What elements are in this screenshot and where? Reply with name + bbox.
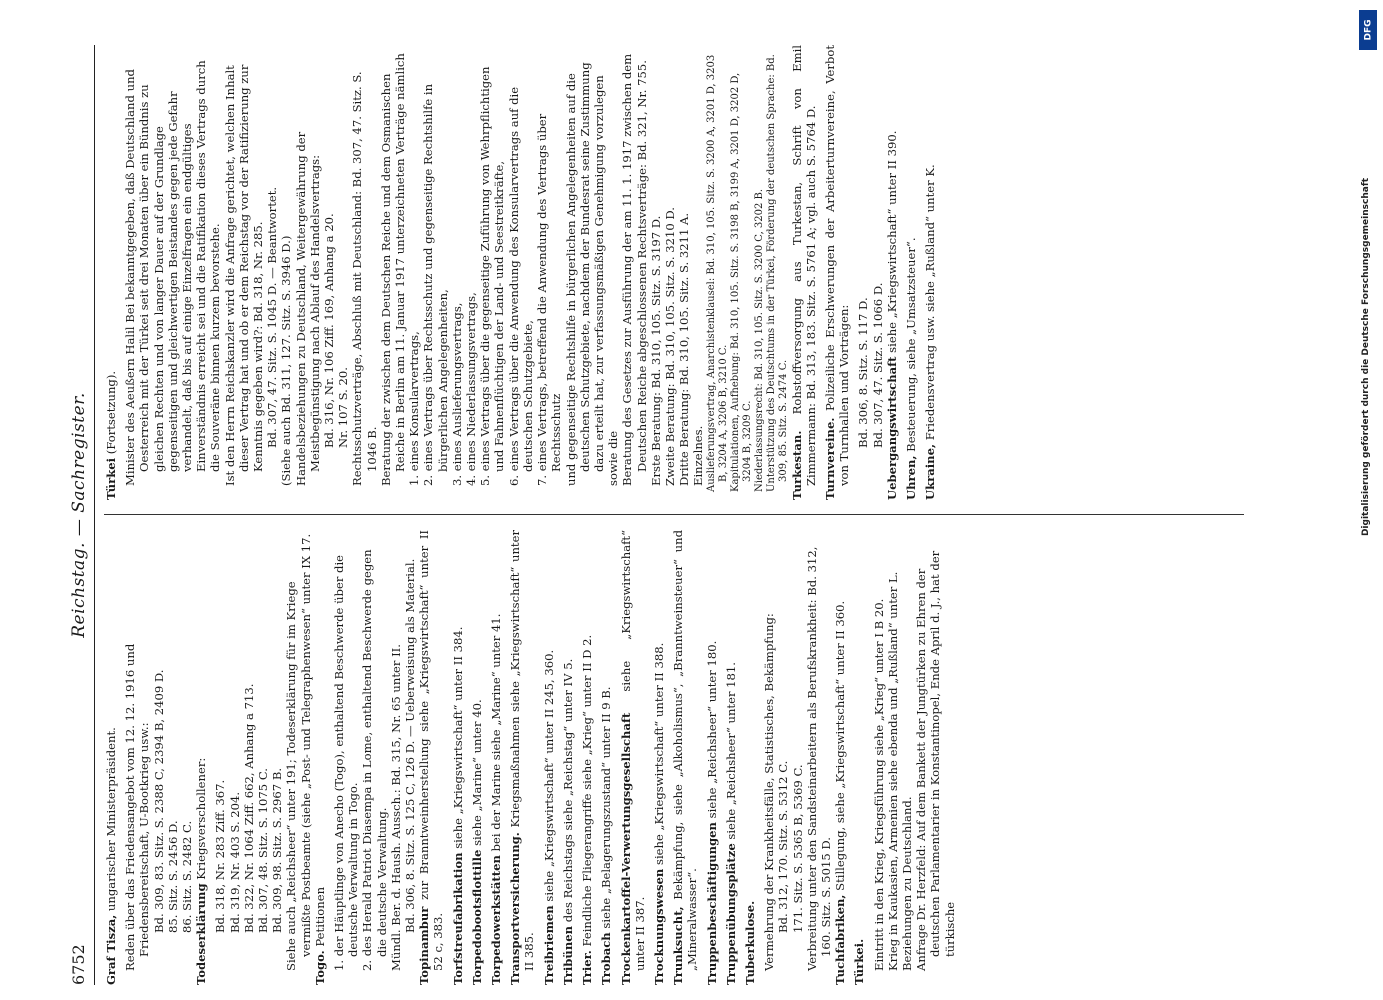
entry-keyword: Torfstreufabrikation	[450, 852, 465, 985]
register-subentry	[332, 530, 360, 985]
entry-keyword: Türkei.	[852, 938, 867, 985]
entry-text: Bd. 318, Nr. 283 Ziff. 367.	[213, 779, 228, 933]
entry-text: Petitionen	[312, 886, 327, 951]
entry-text: Besteuerung, siehe „Umsatzsteuer“.	[903, 237, 918, 456]
register-subentry	[606, 45, 620, 500]
register-subentry	[900, 530, 914, 985]
entry-text: 6. eines Vertrags über die Anwendung des Konsularvertrags auf die deutschen Schutzgebiete,	[506, 86, 535, 486]
entry-text: Dritte Beratung: Bd. 310, 105. Sitz. S. 3211 A.	[677, 212, 692, 486]
register-entry	[619, 530, 647, 985]
entry-text: 2. des Herald Patriot Diasempa in Lome, enthaltend Beschwerde gegen die deutsche Verwaltung.	[360, 549, 389, 971]
entry-keyword: Trier.	[580, 950, 595, 985]
register-entry	[104, 530, 118, 985]
entry-keyword: Truppenübungsplätze	[723, 843, 738, 985]
register-subentry	[791, 530, 805, 985]
entry-keyword: Uebergangswirtschaft	[884, 356, 899, 500]
register-subentry	[265, 45, 279, 500]
entry-text: Eintritt in den Krieg, Kriegsführung siehe „Krieg“ unter I B 20.	[871, 598, 886, 971]
register-subentry	[279, 45, 293, 500]
register-subentry	[223, 45, 266, 500]
entry-text: siehe „Belagerungszustand“ unter II 9 B.	[599, 686, 614, 933]
entry-keyword: Trunksucht,	[671, 906, 686, 985]
entry-text: sowie die	[606, 430, 621, 486]
running-title: Reichstag. — Sachregister.	[69, 392, 89, 638]
entry-text: siehe „Kriegswirtschaft“ unter II 387.	[618, 530, 647, 971]
entry-text: Rohstoffversorgung aus Turkestan, Schrift von Emil Zimmermann: Bd. 313, 183. Sitz. S. 5761 A; vgl. auch S. 5764 D.	[789, 45, 818, 486]
entry-text: Erste Beratung: Bd. 310, 105. Sitz. S. 3197 D.	[648, 215, 663, 486]
entry-text: Bd. 307, 48. Sitz. S. 1075 C.	[256, 768, 271, 933]
entry-text: Handelsbeziehungen zu Deutschland, Weitergewährung der Meistbegünstigung nach Ablauf des Handelsvertrags:	[293, 131, 322, 486]
register-entry	[561, 530, 575, 985]
register-subentry	[407, 45, 421, 500]
entry-keyword: Tribünen	[560, 925, 575, 985]
register-entry	[823, 45, 851, 500]
register-entry	[833, 530, 847, 985]
register-subentry	[379, 45, 407, 500]
entry-keyword: Ukraine,	[923, 443, 938, 500]
entry-text: Bd. 307, 47. Sitz. S. 1066 D.	[870, 282, 885, 448]
register-entry	[671, 530, 699, 985]
dfg-logo: DFG	[1359, 10, 1377, 50]
register-subentry	[649, 45, 663, 500]
entry-text: siehe „Kriegswirtschaft“ unter II 390.	[884, 130, 899, 357]
entry-text: (Siehe auch Bd. 311, 127. Sitz. S. 3946 D.)	[279, 235, 294, 486]
right-column	[104, 45, 942, 500]
entry-keyword: Transportversicherung.	[508, 832, 523, 985]
register-entry	[417, 530, 445, 985]
register-subentry	[123, 530, 151, 985]
entry-text: siehe „Marine“ unter 40.	[469, 699, 484, 850]
register-subentry	[284, 530, 312, 985]
register-entry	[470, 530, 484, 985]
entry-keyword: Torpedobootsflottille	[469, 849, 484, 985]
entry-text: Vermehrung der Krankheitsfälle, Statistisches, Bekämpfung:	[762, 613, 777, 971]
entry-keyword: Uhren,	[903, 455, 918, 500]
entry-text: 4. eines Niederlassungsvertrags,	[464, 292, 479, 486]
entry-text: Beratung des Gesetzes zur Ausführung der am 11. 1. 1917 zwischen dem Deutschen Reiche abgeschlossenen Rechtsverträge: Bd. 321, Nr. 755.	[620, 53, 649, 486]
register-subentry	[270, 530, 284, 985]
entry-keyword: Turnvereine.	[822, 417, 837, 500]
entry-text: Kriegsverschollener:	[194, 757, 209, 884]
register-entry	[743, 530, 757, 985]
entry-text: siehe „Kriegswirtschaft“ unter II 384.	[450, 626, 465, 853]
register-subentry	[663, 45, 677, 500]
register-subentry	[350, 45, 378, 500]
register-entry	[724, 530, 738, 985]
register-entry	[451, 530, 465, 985]
entry-text: Siehe auch „Reichsheer“ unter 191; Todeserklärung für im Kriege vermißte Postbeamte (siehe „Post- und Telegraphenwesen“ unter IX 17.	[284, 533, 313, 971]
page-header	[68, 45, 95, 985]
entry-text: Friedensvertrag usw. siehe „Rußland“ unter K.	[923, 164, 938, 444]
entry-text: siehe „Reichsheer“ unter 181.	[723, 662, 738, 844]
register-subentry	[856, 45, 870, 500]
entry-text: Einzelnes.	[691, 425, 706, 486]
entry-text: Kriegsmaßnahmen siehe „Kriegswirtschaft“ unter II 385.	[508, 530, 537, 971]
entry-text: Anfrage Dr. Herzfeld: Auf dem Bankett der Jungtürken zu Ehren der deutschen Parlamentarier in Konstantinopel, Ende April d. J., hat der türkische	[914, 550, 957, 971]
entry-text: 2. eines Vertrags über Rechtsschutz und gegenseitige Rechtshilfe in bürgerlichen Angelegenheiten,	[421, 83, 450, 486]
entry-keyword: Torpedowerkstätten	[489, 855, 504, 985]
entry-text: Auslieferungsvertrag, Anarchistenklausel: Bd. 310, 105. Sitz. S. 3200 A, 3201 D, 3203 B, 3204 A, 3206 B, 3210 C.	[705, 54, 729, 492]
register-subentry	[228, 530, 242, 985]
register-entry	[599, 530, 613, 985]
register-subentry	[123, 45, 222, 500]
register-subentry	[403, 530, 417, 985]
register-subentry	[152, 530, 166, 985]
entry-text: Bd. 319, Nr. 403 S. 204.	[227, 791, 242, 933]
entry-text: 7. eines Vertrags, betreffend die Anwendung des Vertrags über Rechtsschutz	[535, 113, 564, 486]
entry-text: 86. Sitz. S. 2482 C.	[180, 820, 195, 933]
register-entry	[705, 530, 719, 985]
entry-keyword: Trocknungswesen	[651, 868, 666, 985]
entry-keyword: Treibriemen	[541, 905, 556, 985]
register-subentry	[464, 45, 478, 500]
register-subentry	[242, 530, 256, 985]
register-subentry	[450, 45, 464, 500]
entry-text: 3. eines Auslieferungsvertrags,	[449, 302, 464, 486]
register-subentry	[691, 45, 705, 500]
register-subentry	[754, 45, 766, 500]
entry-keyword: Topinambur	[417, 906, 432, 985]
register-subentry	[762, 530, 776, 985]
entry-text: siehe „Kriegswirtschaft“ unter II 245, 360.	[541, 649, 556, 906]
column-divider	[104, 514, 1244, 515]
digitization-sidebar	[1358, 10, 1378, 970]
register-subentry	[706, 45, 730, 500]
entry-text: Bd. 309, 83. Sitz. S. 2388 C, 2394 B, 2409 D.	[151, 669, 166, 933]
register-entry	[652, 530, 666, 985]
register-subentry	[805, 530, 833, 985]
entry-text: ungarischer Ministerpräsident.	[104, 727, 118, 915]
entry-text: Reden über das Friedensangebot vom 12. 12. 1916 und Friedensbereitschaft, U-Bootkrieg usw.:	[123, 643, 152, 971]
entry-text: Niederlassungsrecht: Bd. 310, 105. Sitz. S. 3200 C, 3202 B.	[753, 188, 765, 492]
register-subentry	[620, 45, 648, 500]
register-page	[68, 45, 1338, 985]
entry-keyword: Todeserklärung	[194, 883, 209, 985]
register-subentry	[776, 530, 790, 985]
entry-text: und gegenseitige Rechtshilfe in bürgerlichen Angelegenheiten auf die deutschen Schutzgebiete, nachdem der Bundesrat seine Zustimmung dazu erteilt hat, zur verfassungsmäßigen Genehmigung vorzulegen	[563, 62, 606, 486]
entry-keyword: Trobach	[599, 932, 614, 985]
entry-text: Stillegung, siehe „Kriegswirtschaft“ unter II 360.	[833, 600, 848, 895]
register-subentry	[322, 45, 336, 500]
entry-text: Bd. 312, 170. Sitz. S. 5312 C.	[776, 760, 791, 933]
register-subentry	[914, 530, 957, 985]
register-entry	[923, 45, 937, 500]
register-subentry	[730, 45, 754, 500]
register-entry	[489, 530, 503, 985]
register-subentry	[336, 45, 350, 500]
entry-keyword: Türkei	[104, 457, 118, 500]
register-subentry	[886, 530, 900, 985]
register-subentry	[507, 45, 535, 500]
register-entry	[580, 530, 594, 985]
entry-text: Bd. 306, 8. Sitz. S. 117 D.	[856, 297, 871, 448]
register-subentry	[564, 45, 607, 500]
register-entry	[790, 45, 818, 500]
register-subentry	[256, 530, 270, 985]
funding-note: Digitalisierung gefördert durch die Deutsche Forschungsgemeinschaft	[1361, 177, 1371, 537]
register-subentry	[360, 530, 388, 985]
entry-text: Bekämpfung, siehe „Alkoholismus“, „Branntweinsteuer“ und „Mineralwasser“.	[671, 530, 700, 971]
entry-text: Bd. 316, Nr. 106 Ziff. 169, Anhang a 20.	[322, 213, 337, 448]
entry-keyword: Turkestan.	[789, 430, 804, 500]
entry-text: Minister des Aeußern Halil Bei bekanntgegeben, daß Deutschland und Oesterreich mit der Türkei seit drei Monaten über ein Bündnis zu gleichen Rechten und von langer Dauer auf der Grundlage gegenseitigen und gleichwertigen Beistandes gegen jede Gefahr verhandelt, daß bis auf einige Einzelfragen ein endgültiges Einverständnis erreicht sei und die Ratifikation dieses Vertrags durch die Souveräne binnen kurzem bevorstehe.	[123, 60, 223, 486]
register-entry	[885, 45, 899, 500]
register-subentry	[871, 45, 885, 500]
entry-text: Bd. 309, 98. Sitz. S. 2967 B.	[270, 767, 285, 933]
entry-text: des Reichstags siehe „Reichstag“ unter IV 5.	[560, 658, 575, 926]
entry-text: Bd. 306, 8. Sitz. S. 125 C, 126 D. — Ueberweisung als Material.	[403, 558, 418, 933]
entry-text: 85. Sitz. S. 2456 D.	[165, 820, 180, 933]
entry-text: 1. der Häuptlinge von Anecho (Togo), enthaltend Beschwerde über die deutsche Verwaltung in Togo.	[332, 554, 361, 971]
register-entry	[313, 530, 327, 985]
register-subentry	[166, 530, 180, 985]
entry-keyword: Tuberkulose.	[742, 900, 757, 985]
register-entry	[904, 45, 918, 500]
register-entry	[104, 45, 118, 500]
entry-text: Ist den Herrn Reichskanzler wird die Anfrage gerichtet, welchen Inhalt dieser Vertrag hat und ob er dem Reichstag vor der Ratifizierung zur Kenntnis gegeben wird?: Bd. 318, Nr. 285.	[222, 64, 266, 486]
register-entry	[194, 530, 208, 985]
register-subentry	[535, 45, 563, 500]
register-subentry	[213, 530, 227, 985]
entry-text: Bd. 307, 47. Sitz. S. 1045 D. — Beantwortet.	[265, 186, 280, 448]
entry-text: Polizeiliche Erschwerungen der Arbeiterturnvereine, Verbot von Turnhallen und Vorträgen:	[822, 45, 852, 486]
register-subentry	[389, 530, 403, 985]
register-subentry	[421, 45, 449, 500]
register-entry	[542, 530, 556, 985]
entry-text: Mündl. Ber. d. Haush. Aussch.: Bd. 315, Nr. 65 unter II.	[388, 644, 403, 971]
register-subentry	[478, 45, 506, 500]
entry-text: bei der Marine siehe „Marine“ unter 41.	[489, 613, 504, 856]
entry-keyword: Truppenbeschäftigungen	[704, 822, 719, 985]
entry-text: 5. eines Vertrags über die gegenseitige Zuführung von Wehrpflichtigen und Fahnenflüchtigen der Land- und Seestreitkräfte,	[478, 66, 507, 486]
entry-text: Beratung der zwischen dem Deutschen Reiche und dem Osmanischen Reiche in Berlin am 11. Januar 1917 unterzeichneten Verträge nämlich	[378, 53, 408, 486]
entry-text: zur Branntweinherstellung siehe „Kriegswirtschaft“ unter II 52 c, 383.	[417, 530, 446, 971]
left-column	[104, 530, 957, 985]
register-entry	[852, 530, 866, 985]
entry-text: Verbreitung unter den Sandsteinarbeitern als Berufskrankheit: Bd. 312, 160. Sitz. S. 5015 D.	[804, 546, 833, 971]
entry-text: Nr. 107 S. 20.	[336, 367, 351, 448]
register-subentry	[294, 45, 322, 500]
register-subentry	[872, 530, 886, 985]
entry-keyword: Graf Tisza,	[104, 914, 118, 985]
register-entry	[508, 530, 536, 985]
entry-keyword: Trockenkartoffel-Verwertungsgesellschaft	[618, 712, 633, 985]
page-number: 6752	[69, 944, 88, 985]
entry-text: Zweite Beratung: Bd. 310, 105. Sitz. S. 3210 D.	[662, 207, 677, 486]
entry-text: siehe „Reichsheer“ unter 180.	[704, 640, 719, 823]
entry-text: 1. eines Konsularvertrags,	[407, 331, 422, 486]
entry-text: (Fortsetzung).	[104, 370, 118, 458]
entry-text: Unterstützung des Deutschtums in der Türkei, Förderung der deutschen Sprache: Bd. 309, 85. Sitz. S. 2474 C.	[765, 54, 789, 492]
entry-text: Beziehungen zu Deutschland.	[899, 796, 914, 971]
entry-text: Kapitulationen, Aufhebung: Bd. 310, 105. Sitz. S. 3198 B, 3199 A, 3201 D, 3202 D, 3204 B, 3209 C.	[729, 72, 753, 492]
register-subentry	[677, 45, 691, 500]
entry-keyword: Togo.	[312, 950, 327, 985]
entry-text: siehe „Kriegswirtschaft“ unter II 388.	[651, 642, 666, 869]
entry-text: Bd. 322, Nr. 1064 Ziff. 662, Anhang a 713.	[241, 683, 256, 933]
register-subentry	[766, 45, 790, 500]
register-subentry	[180, 530, 194, 985]
entry-text: Krieg in Kaukasien, Armenien siehe ebenda und „Rußland“ unter L.	[885, 571, 900, 971]
entry-text: 171. Sitz. S. 5365 B, 5369 C.	[790, 764, 805, 933]
entry-text: Feindliche Fliegerangriffe siehe „Krieg“ unter II D 2.	[580, 634, 595, 951]
entry-keyword: Tuchfabriken,	[833, 894, 848, 985]
entry-text: Rechtsschutzverträge, Abschluß mit Deutschland: Bd. 307, 47. Sitz. S. 1046 B.	[350, 71, 379, 486]
